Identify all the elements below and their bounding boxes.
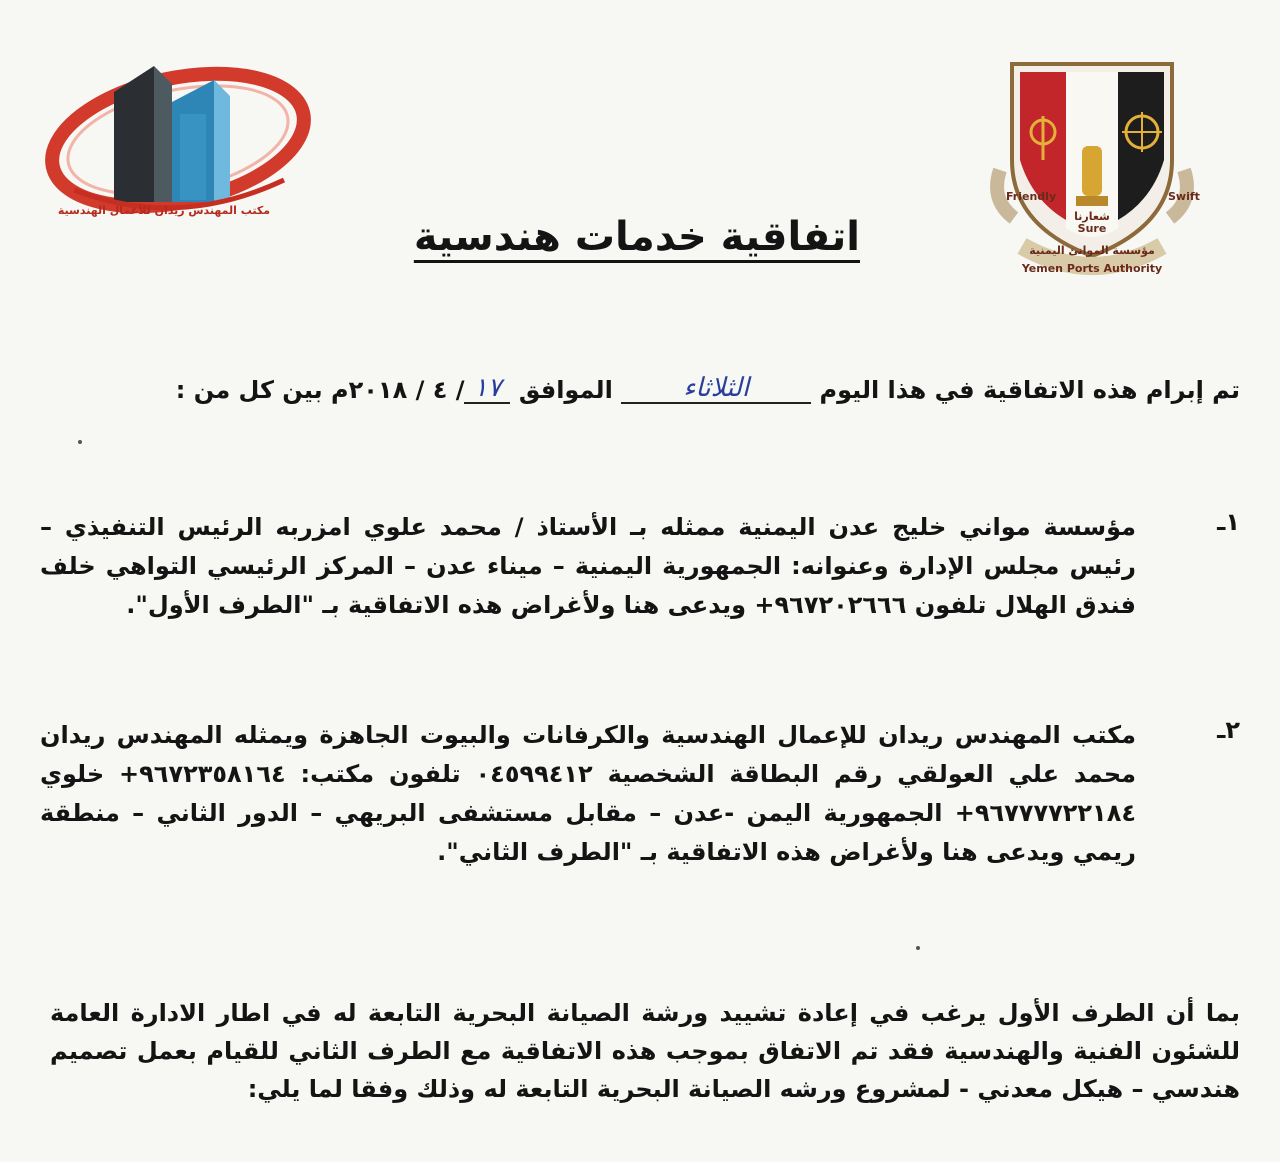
scan-speck (916, 946, 920, 950)
left-logo-caption: مكتب المهندس ريدان للأعمال الهندسية (57, 204, 271, 217)
item-text: مؤسسة مواني خليج عدن اليمنية ممثله بـ الأستاذ / محمد علوي امزربه الرئيس التنفيذي – رئيس مجلس الإدارة وعنوانه: الجمهورية اليمنية – ميناء عدن – المركز الرئيسي التواهي خلف فندق الهلال تلفون ٩٦٧٢٠٢٦٦٦+ ويدعى هنا ولأغراض هذه الاتفاقية بـ "الطرف الأول". (40, 513, 1136, 619)
seal-name-en: Yemen Ports Authority (1021, 262, 1163, 275)
seal-ribbon-left: Swift (1168, 190, 1200, 203)
day-field (621, 374, 811, 404)
seal-motto-ar: شعارنا (1074, 210, 1110, 223)
buildings-logo-icon (44, 52, 312, 222)
seal-ribbon-right: Friendly (1006, 190, 1057, 203)
date-field (464, 374, 510, 404)
list-item (40, 716, 1240, 872)
item-text: مكتب المهندس ريدان للإعمال الهندسية والكرفانات والبيوت الجاهزة ويمثله المهندس ريدان محمد علي العولقي رقم البطاقة الشخصية ٠٤٥٩٩٤١٢ تلفون مكتب: ٩٦٧٢٣٥٨١٦٤+ خلوي ٩٦٧٧٧٧٢٢١٨٤+ الجمهورية اليمن -عدن – مقابل مستشفى البريهي – الدور الثاني – منطقة ريمي ويدعى هنا ولأغراض هذه الاتفاقية بـ "الطرف الثاني". (40, 721, 1136, 866)
day-handwritten: الثلاثاء (683, 373, 750, 403)
scan-speck (78, 440, 82, 444)
intro-text-2: الموافق (518, 376, 613, 404)
seal-name-ar: مؤسسة الموانئ اليمنية (1029, 244, 1155, 257)
intro-line (176, 374, 1240, 404)
closing-paragraph: بما أن الطرف الأول يرغب في إعادة تشييد ورشة الصيانة البحرية التابعة له في اطار الادارة العامة للشئون الفنية والهندسية فقد تم الاتفاق بموجب هذه الاتفاقية مع الطرف الثاني للقيام بعمل تصميم هندسي – هيكل معدني - لمشروع ورشه الصيانة البحرية التابعة له وذلك وفقا لما يلي: (50, 999, 1240, 1103)
seal-motto-en: Sure (1077, 222, 1107, 235)
item-number: ١ـ (1217, 508, 1240, 536)
date-handwritten: ١٧ (473, 373, 502, 403)
list-item (40, 508, 1240, 625)
intro-text-1: تم إبرام هذه الاتفاقية في هذا اليوم (819, 376, 1240, 404)
item-number: ٢ـ (1217, 716, 1240, 744)
document-title: اتفاقية خدمات هندسية (413, 214, 860, 260)
yemen-ports-authority-seal-icon (992, 50, 1200, 280)
intro-text-3: / ٤ / ٢٠١٨م بين كل من : (175, 376, 465, 404)
